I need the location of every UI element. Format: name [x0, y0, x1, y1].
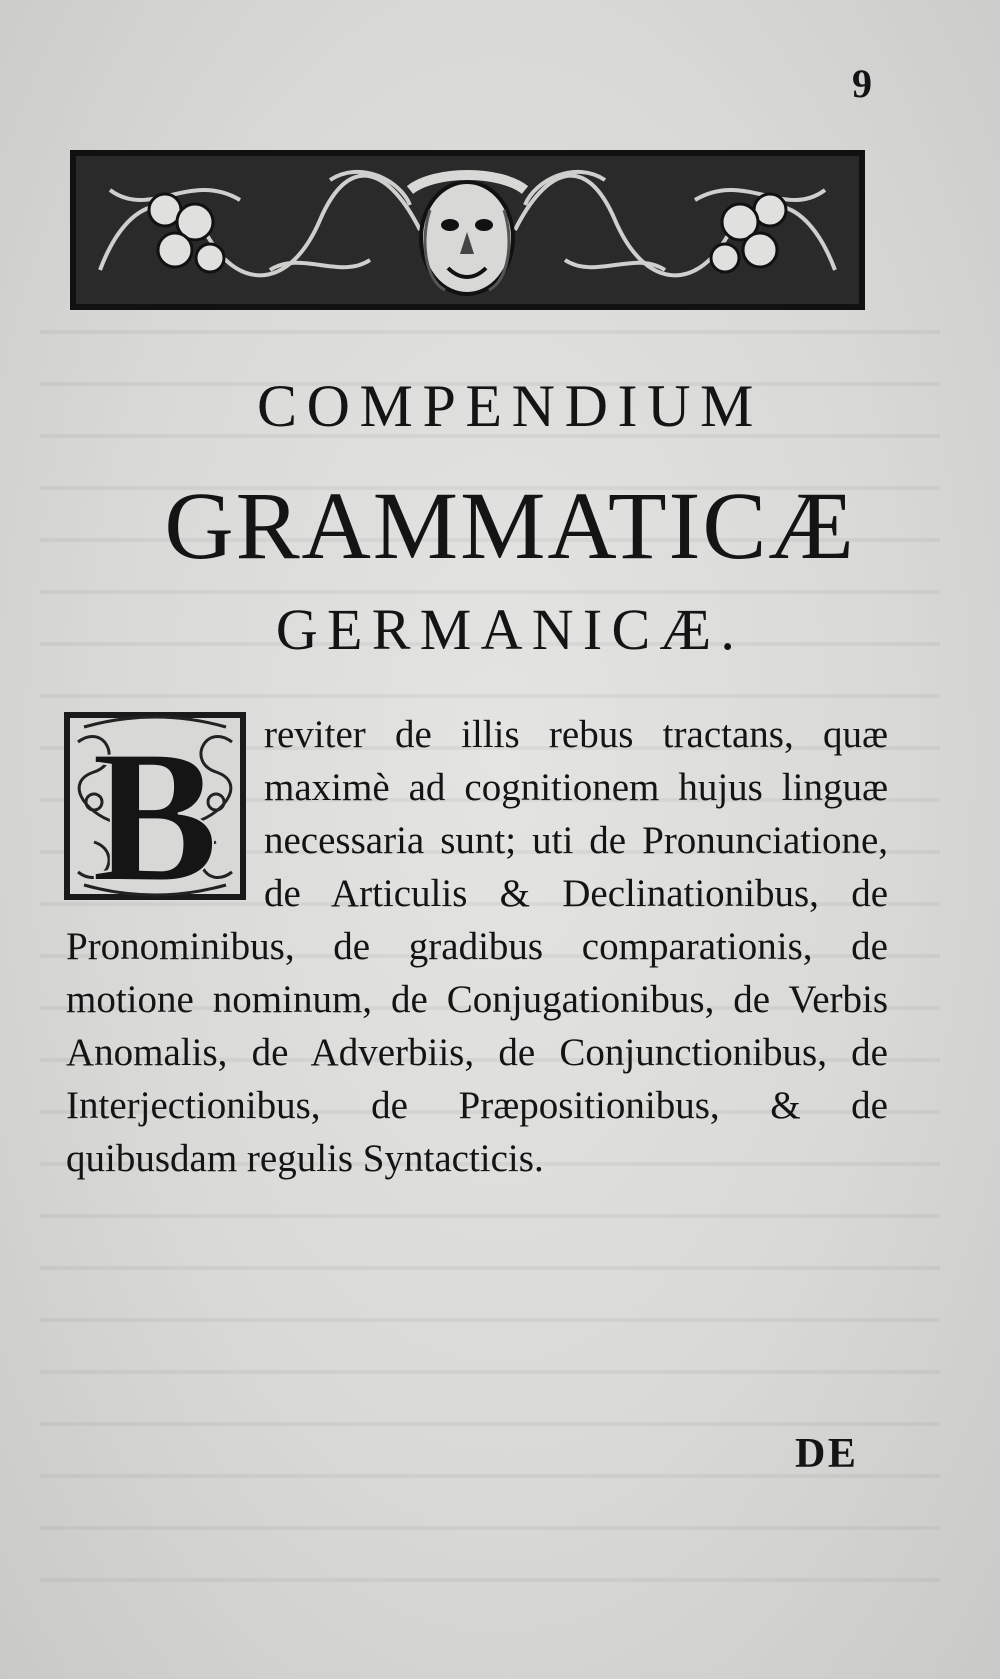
ornamental-headpiece-icon	[70, 150, 865, 310]
title-line-compendium: COMPENDIUM	[256, 373, 764, 439]
drop-cap-letter: B	[91, 712, 219, 900]
title-line-grammaticae: GRAMMATICÆ	[164, 472, 856, 579]
body-text: reviter de illis rebus tractans, quæ maximè ad cognitionem hujus linguæ necessaria sunt; uti de Pronunciatione, de Articulis & Declinationibus, de Pronominibus, de gradibus comparationis, de motione nominum, de Conjugationibus, de Verbis Anomalis, de Adverbiis, de Conjunctionibus, de Interjectionibus, de Præpositionibus, & de quibusdam regulis Syntacticis.	[66, 713, 888, 1180]
body-paragraph	[66, 708, 888, 1185]
page-number: 9	[852, 61, 872, 106]
ornamental-initial-b-icon	[64, 712, 246, 900]
title-line-germanicae: GERMANICÆ.	[275, 597, 745, 662]
catchword: DE	[795, 1431, 859, 1477]
